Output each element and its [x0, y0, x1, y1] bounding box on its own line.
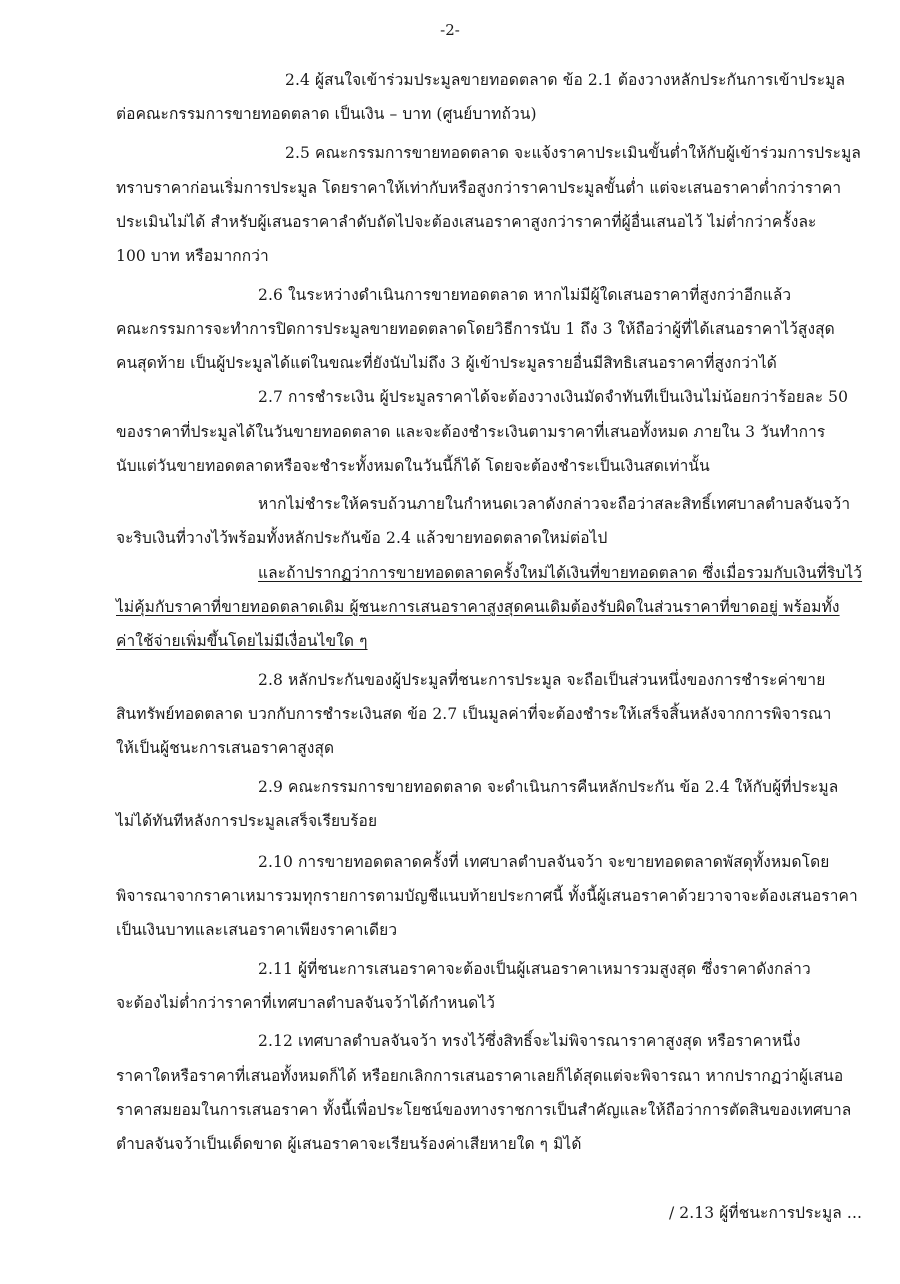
- para-2-11-line-1: 2.11 ผู้ที่ชนะการเสนอราคาจะต้องเป็นผู้เสนอราคาเหมารวมสูงสุด ซึ่งราคาดังกล่าว: [258, 960, 811, 978]
- para-2-10-line-3: เป็นเงินบาทและเสนอราคาเพียงราคาเดียว: [116, 921, 398, 939]
- para-2-9-line-2: ไม่ได้ทันทีหลังการประมูลเสร็จเรียบร้อย: [116, 812, 378, 830]
- para-2-7b-line-2: จะริบเงินที่วางไว้พร้อมทั้งหลักประกันข้อ 2.4 แล้วขายทอดตลาดใหม่ต่อไป: [116, 529, 608, 547]
- para-2-6-line-1: 2.6 ในระหว่างดำเนินการขายทอดตลาด หากไม่มีผู้ใดเสนอราคาที่สูงกว่าอีกแล้ว: [258, 286, 792, 304]
- para-2-5-line-3: ประเมินไม่ได้ สำหรับผู้เสนอราคาลำดับถัดไปจะต้องเสนอราคาสูงกว่าราคาที่ผู้อื่นเสนอไว้ ไม่ต่ำกว่าครั้งละ: [116, 213, 817, 231]
- para-2-7-line-3: นับแต่วันขายทอดตลาดหรือจะชำระทั้งหมดในวันนี้ก็ได้ โดยจะต้องชำระเป็นเงินสดเท่านั้น: [116, 457, 710, 475]
- para-2-4-line-2: ต่อคณะกรรมการขายทอดตลาด เป็นเงิน – บาท (ศูนย์บาทถ้วน): [116, 105, 537, 123]
- para-2-5-line-4: 100 บาท หรือมากกว่า: [116, 247, 269, 265]
- para-2-8-line-1: 2.8 หลักประกันของผู้ประมูลที่ชนะการประมูล จะถือเป็นส่วนหนึ่งของการชำระค่าขาย: [258, 671, 826, 689]
- para-2-7c-line-2: ไม่คุ้มกับราคาที่ขายทอดตลาดเดิม ผู้ชนะการเสนอราคาสูงสุดคนเดิมต้องรับผิดในส่วนราคาที่ขาดอยู่ พร้อมทั้ง: [116, 598, 840, 616]
- para-2-7-line-1: 2.7 การชำระเงิน ผู้ประมูลราคาได้จะต้องวางเงินมัดจำทันทีเป็นเงินไม่น้อยกว่าร้อยละ 50: [258, 388, 849, 406]
- para-2-7c-line-3: ค่าใช้จ่ายเพิ่มขึ้นโดยไม่มีเงื่อนไขใด ๆ: [116, 632, 368, 650]
- para-2-12-line-2: ราคาใดหรือราคาที่เสนอทั้งหมดก็ได้ หรือยกเลิกการเสนอราคาเลยก็ได้สุดแต่จะพิจารณา หากปรากฏว่าผู้เสนอ: [116, 1067, 844, 1085]
- para-2-8-line-3: ให้เป็นผู้ชนะการเสนอราคาสูงสุด: [116, 739, 335, 757]
- para-2-10-line-1: 2.10 การขายทอดตลาดครั้งที่ เทศบาลตำบลจันจว้า จะขายทอดตลาดพัสดุทั้งหมดโดย: [258, 853, 830, 871]
- page-number: -2-: [440, 21, 460, 39]
- para-2-6-line-3: คนสุดท้าย เป็นผู้ประมูลได้แต่ในขณะที่ยังนับไม่ถึง 3 ผู้เข้าประมูลรายอื่นมีสิทธิเสนอราคาที่สูงกว่าได้: [116, 354, 777, 372]
- para-2-6-line-2: คณะกรรมการจะทำการปิดการประมูลขายทอดตลาดโดยวิธีการนับ 1 ถึง 3 ให้ถือว่าผู้ที่ได้เสนอราคาไว้สูงสุด: [116, 320, 835, 338]
- para-2-12-line-3: ราคาสมยอมในการเสนอราคา ทั้งนี้เพื่อประโยชน์ของทางราชการเป็นสำคัญและให้ถือว่าการตัดสินของเทศบาล: [116, 1101, 852, 1119]
- para-2-4-line-1: 2.4 ผู้สนใจเข้าร่วมประมูลขายทอดตลาด ข้อ 2.1 ต้องวางหลักประกันการเข้าประมูล: [285, 71, 846, 89]
- para-2-10-line-2: พิจารณาจากราคาเหมารวมทุกรายการตามบัญชีแนบท้ายประกาศนี้ ทั้งนี้ผู้เสนอราคาด้วยวาจาจะต้องเสนอราคา: [116, 887, 858, 905]
- para-2-12-line-1: 2.12 เทศบาลตำบลจันจว้า ทรงไว้ซึ่งสิทธิ์จะไม่พิจารณาราคาสูงสุด หรือราคาหนึ่ง: [258, 1032, 801, 1050]
- para-2-5-line-2: ทราบราคาก่อนเริ่มการประมูล โดยราคาให้เท่ากับหรือสูงกว่าราคาประมูลขั้นต่ำ แต่จะเสนอราคาต่ำกว่าราคา: [116, 179, 842, 197]
- para-2-7c-line-1: และถ้าปรากฏว่าการขายทอดตลาดครั้งใหม่ได้เงินที่ขายทอดตลาด ซึ่งเมื่อรวมกับเงินที่ริบไว้: [258, 564, 863, 582]
- continuation-note: / 2.13 ผู้ที่ชนะการประมูล ...: [668, 1204, 862, 1222]
- para-2-7b-line-1: หากไม่ชำระให้ครบถ้วนภายในกำหนดเวลาดังกล่าวจะถือว่าสละสิทธิ์เทศบาลตำบลจันจว้า: [258, 495, 851, 513]
- para-2-9-line-1: 2.9 คณะกรรมการขายทอดตลาด จะดำเนินการคืนหลักประกัน ข้อ 2.4 ให้กับผู้ที่ประมูล: [258, 778, 839, 796]
- para-2-12-line-4: ตำบลจันจว้าเป็นเด็ดขาด ผู้เสนอราคาจะเรียนร้องค่าเสียหายใด ๆ มิได้: [116, 1135, 582, 1153]
- para-2-7-line-2: ของราคาที่ประมูลได้ในวันขายทอดตลาด และจะต้องชำระเงินตามราคาที่เสนอทั้งหมด ภายใน 3 วันทำการ: [116, 423, 826, 441]
- para-2-5-line-1: 2.5 คณะกรรมการขายทอดตลาด จะแจ้งราคาประเมินขั้นต่ำให้กับผู้เข้าร่วมการประมูล: [285, 144, 862, 162]
- para-2-8-line-2: สินทรัพย์ทอดตลาด บวกกับการชำระเงินสด ข้อ 2.7 เป็นมูลค่าที่จะต้องชำระให้เสร็จสิ้นหลังจากการพิจารณา: [116, 705, 832, 723]
- para-2-11-line-2: จะต้องไม่ต่ำกว่าราคาที่เทศบาลตำบลจันจว้าได้กำหนดไว้: [116, 994, 496, 1012]
